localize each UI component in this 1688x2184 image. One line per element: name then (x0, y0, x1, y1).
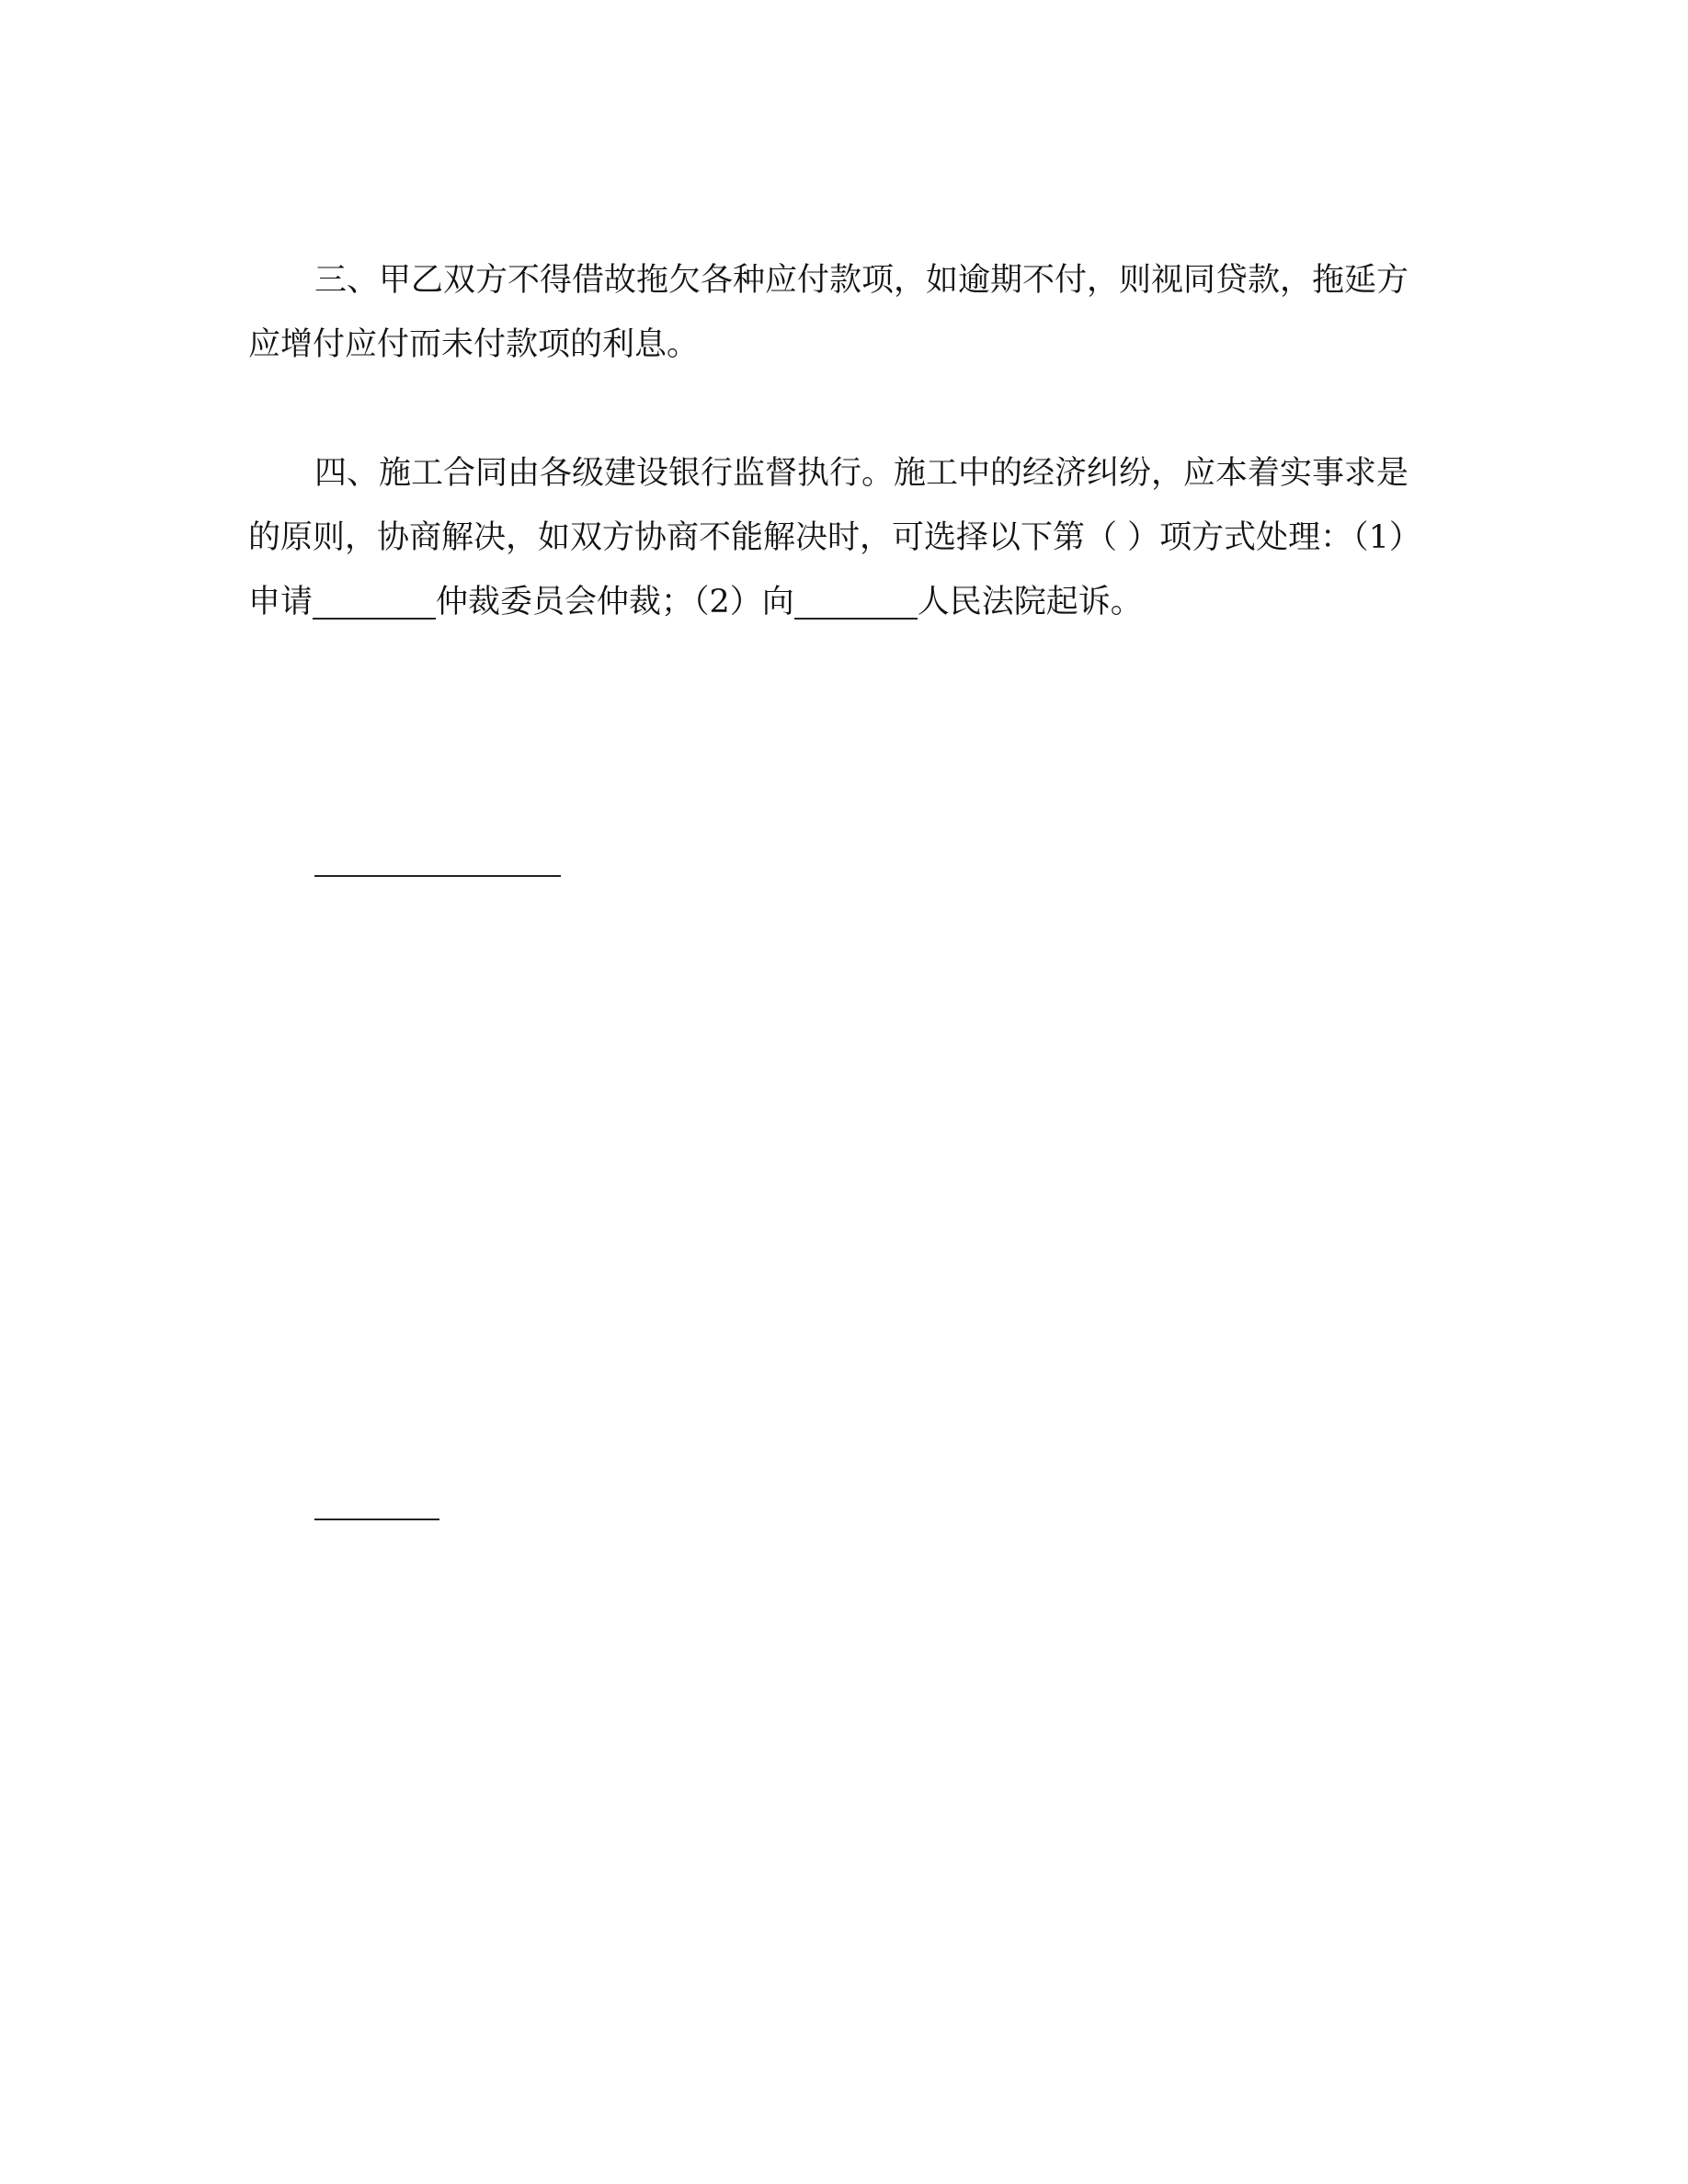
paragraph-4 (248, 441, 1443, 634)
fill-in-blank (438, 844, 561, 877)
text-line (248, 892, 1443, 956)
paragraph-3 (248, 248, 1443, 377)
text-line: 四、施工合同由各级建设银行监督执行。施工中的经济纠纷，应本着实事求是 (314, 455, 1409, 492)
text-line (248, 827, 1443, 892)
article-9-paragraph-2 (248, 1085, 1443, 1278)
article-9-paragraph-1 (248, 827, 1443, 1020)
article-9-heading (314, 699, 331, 763)
text-line (248, 1535, 1443, 1599)
text-line: 三、甲乙双方不得借故拖欠各种应付款项，如逾期不付，则视同贷款，拖延方 (314, 262, 1409, 299)
text-fragment: 申请 (248, 584, 314, 620)
fill-in-blank (313, 586, 436, 620)
text-line (248, 956, 1443, 1020)
text-line (248, 1471, 1443, 1535)
fill-in-blank (377, 1487, 439, 1520)
text-line: 的原则，协商解决，如双方协商不能解决时，可选择以下第（ ）项方式处理：（1） (248, 519, 1421, 556)
text-fragment: 人民法院起诉。 (917, 584, 1143, 620)
text-line: 应增付应付而未付款项的利息。 (248, 326, 700, 363)
article-10-paragraph-1 (248, 1471, 1443, 1599)
article-11-heading (314, 1855, 331, 1919)
fill-in-blank (314, 1487, 377, 1520)
fill-in-blank (314, 844, 438, 877)
text-fragment: 仲裁委员会仲裁；（2）向 (436, 584, 794, 620)
fill-in-blank (794, 586, 918, 620)
text-line (248, 1149, 1443, 1213)
text-line (248, 570, 1443, 634)
article-10-heading (314, 1342, 331, 1406)
text-line (248, 1664, 1443, 1728)
article-10-paragraph-2 (248, 1664, 1443, 1792)
text-line (248, 1728, 1443, 1792)
text-line (248, 1213, 1443, 1278)
text-line (248, 1085, 1443, 1149)
